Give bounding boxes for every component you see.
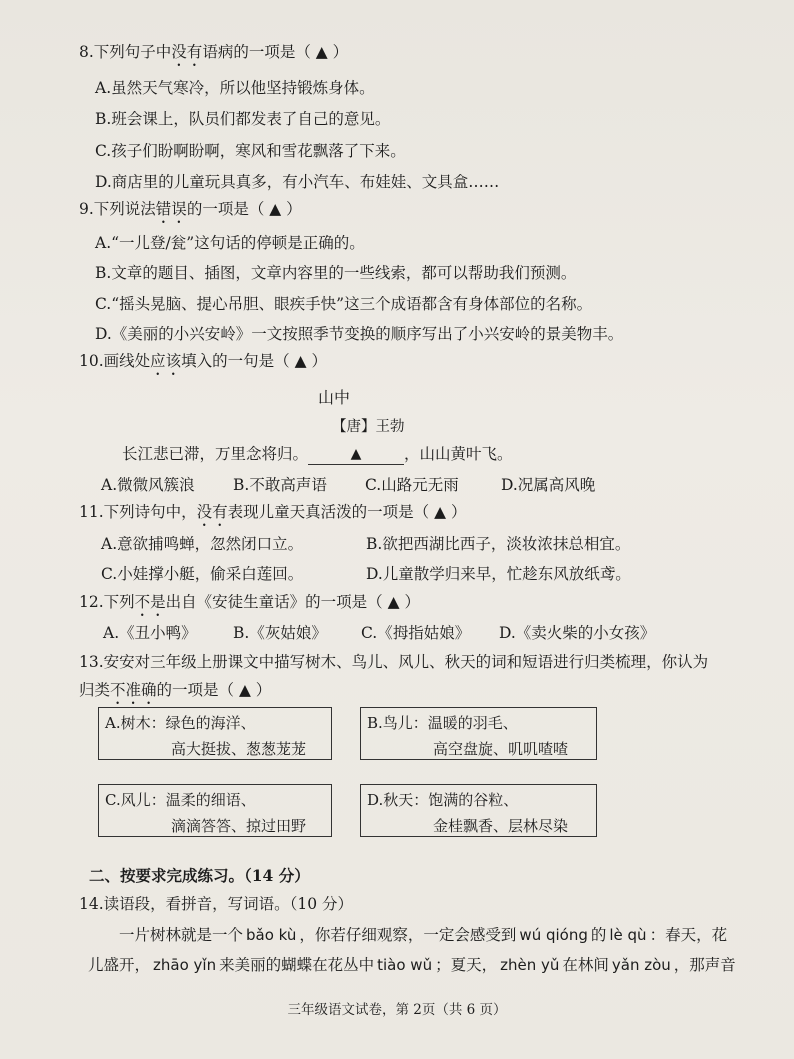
q12-option-b: B.《灰姑娘》	[233, 624, 327, 642]
q10-option-b: B.不敢高声语	[233, 476, 327, 494]
poem-body: 长江悲已滞，万里念将归。 ▲ ，山山黄叶飞。	[122, 445, 513, 463]
q10-option-d: D.况属高风晚	[501, 476, 596, 494]
q8-option-a: A.虽然天气寒冷，所以他坚持锻炼身体。	[95, 79, 375, 97]
q13-stem-line1: 13.安安对三年级上册课文中描写树木、鸟儿、风儿、秋天的词和短语进行归类梳理，你认为	[79, 653, 709, 671]
q12-option-c: C.《拇指姑娘》	[361, 624, 471, 642]
q13-box-b: B.鸟儿：温暖的羽毛、 高空盘旋、叽叽喳喳	[360, 707, 597, 760]
q9-stem: 9.下列说法错误的一项是（ ▲ ）	[79, 200, 302, 218]
q9-option-a: A.“一儿登/瓮”这句话的停顿是正确的。	[95, 234, 365, 252]
q8-option-d: D.商店里的儿童玩具真多，有小汽车、布娃娃、文具盒……	[95, 173, 500, 191]
poem-author: 【唐】王勃	[332, 419, 405, 435]
q10-stem: 10.画线处应该填入的一句是（ ▲ ）	[79, 352, 327, 370]
pinyin-zhen-yu: zhèn yǔ	[500, 956, 560, 974]
q11-stem: 11.下列诗句中，没有表现儿童天真活泼的一项是（ ▲ ）	[79, 503, 467, 521]
q9-option-d: D.《美丽的小兴安岭》一文按照季节变换的顺序写出了小兴安岭的景美物丰。	[95, 325, 624, 343]
pinyin-tiao-wu: tiào wǔ	[377, 956, 433, 974]
q14-stem: 14.读语段，看拼音，写词语。（10 分）	[79, 895, 354, 913]
poem-blank: ▲	[308, 444, 404, 465]
page-footer: 三年级语文试卷，第 2页（共 6 页）	[287, 1002, 507, 1018]
q11-option-c: C.小娃撑小艇，偷采白莲回。	[101, 565, 304, 583]
q12-option-d: D.《卖火柴的小女孩》	[499, 624, 656, 642]
pinyin-wu-qiong: wú qióng	[519, 926, 588, 944]
q9-option-c: C.“摇头晃脑、提心吊胆、眼疾手快”这三个成语都含有身体部位的名称。	[95, 295, 593, 313]
q14-paragraph-line2: 儿盛开， zhāo yǐn 来美丽的蝴蝶在花丛中 tiào wǔ ；夏天， zhèn yǔ 在林间 yǎn zòu ，那声音	[88, 956, 736, 974]
poem-title: 山中	[318, 388, 351, 407]
pinyin-zhao-yin: zhāo yǐn	[153, 956, 217, 974]
q9-option-b: B.文章的题目、插图，文章内容里的一些线索，都可以帮助我们预测。	[95, 264, 577, 282]
q10-option-a: A.微微风簇浪	[101, 476, 195, 494]
section-2-title: 二、按要求完成练习。（14 分）	[89, 866, 310, 885]
q13-box-d: D.秋天：饱满的谷粒、 金桂飘香、层林尽染	[360, 784, 597, 837]
q8-option-c: C.孩子们盼啊盼啊，寒风和雪花飘落了下来。	[95, 142, 406, 160]
q13-box-a: A.树木：绿色的海洋、 高大挺拔、葱葱茏茏	[98, 707, 332, 760]
q12-stem: 12.下列不是出自《安徒生童话》的一项是（ ▲ ）	[79, 593, 420, 611]
q14-paragraph-line1: 一片树林就是一个 bǎo kù ，你若仔细观察，一定会感受到 wú qióng 的 lè qù ：春天，花	[119, 926, 728, 944]
pinyin-le-qu: lè qù	[609, 926, 647, 944]
q8-stem: 8.下列句子中没有语病的一项是（ ▲ ）	[79, 43, 349, 61]
pinyin-bao-ku: bǎo kù	[246, 926, 297, 944]
pinyin-yan-zou: yǎn zòu	[611, 956, 671, 974]
q13-box-c: C.风儿：温柔的细语、 滴滴答答、掠过田野	[98, 784, 332, 837]
q11-option-b: B.欲把西湖比西子，淡妆浓抹总相宜。	[366, 535, 631, 553]
q10-option-c: C.山路元无雨	[365, 476, 459, 494]
q11-option-d: D.儿童散学归来早，忙趁东风放纸鸢。	[366, 565, 631, 583]
q8-option-b: B.班会课上，队员们都发表了自己的意见。	[95, 110, 391, 128]
q12-option-a: A.《丑小鸭》	[103, 624, 197, 642]
q11-option-a: A.意欲捕鸣蝉，忽然闭口立。	[101, 535, 304, 553]
q13-stem-line2: 归类不准确的一项是（ ▲ ）	[79, 681, 272, 699]
